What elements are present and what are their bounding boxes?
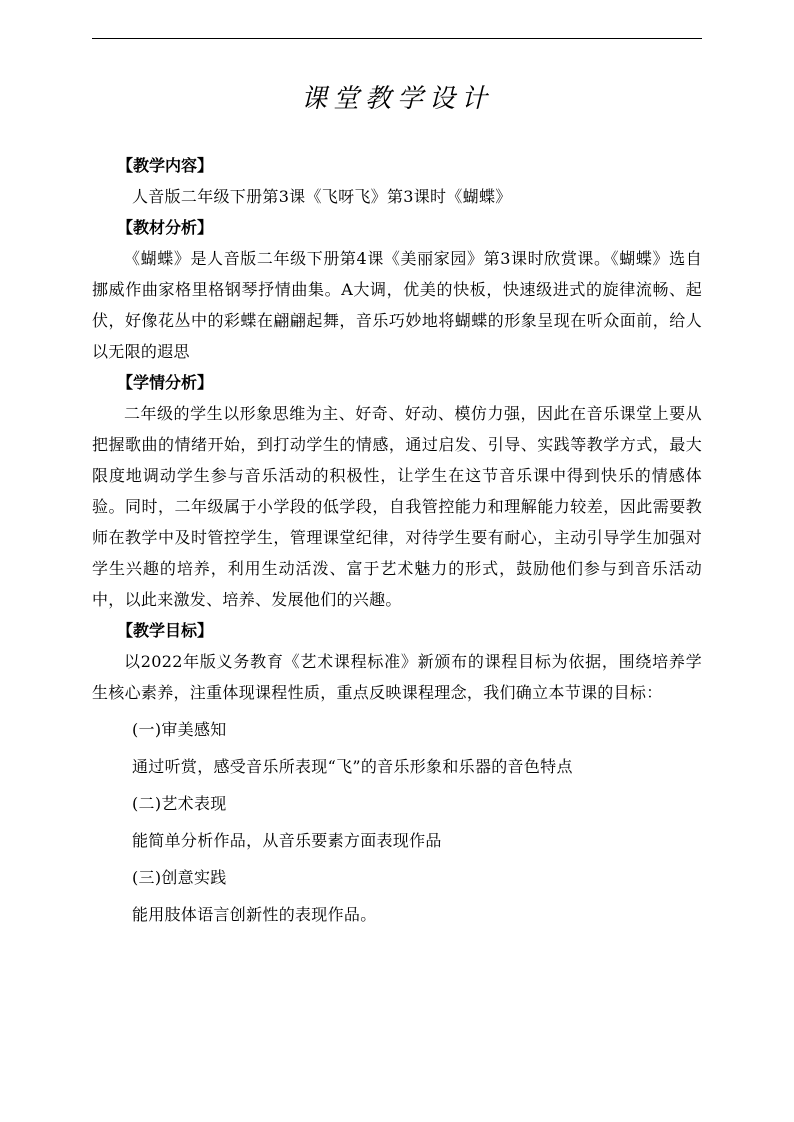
document-body: [92, 150, 702, 930]
section-heading-material: 【教材分析】: [117, 218, 214, 237]
goal-text-expression: 能简单分析作品，从音乐要素方面表现作品: [132, 831, 442, 850]
goal-text-creative: 能用肢体语言创新性的表现作品。: [132, 905, 377, 924]
goal-label-expression: (二)艺术表现: [132, 794, 227, 813]
learners-paragraph: 二年级的学生以形象思维为主、好奇、好动、模仿力强，因此在音乐课堂上要从把握歌曲的情绪开始，到打动学生的情感，通过启发、引导、实践等教学方式，最大限度地调动学生参与音乐活动的积极性，让学生在这节音乐课中得到快乐的情感体验。同时，二年级属于小学段的低学段，自我管控能力和理解能力较差，因此需要教师在教学中及时管控学生，管理课堂纪律，对待学生要有耐心，主动引导学生加强对学生兴趣的培养，利用生动活泼、富于艺术魅力的形式，鼓励他们参与到音乐活动中，以此来激发、培养、发展他们的兴趣。: [92, 404, 702, 609]
section-heading-learners: 【学情分析】: [117, 373, 214, 392]
goal-text-aesthetic: 通过听赏，感受音乐所表现“飞”的音乐形象和乐器的音色特点: [132, 757, 573, 776]
header-rule: [92, 38, 702, 39]
goal-label-aesthetic: (一)审美感知: [132, 720, 227, 739]
goal-label-creative: (三)创意实践: [132, 868, 227, 887]
section-heading-goals: 【教学目标】: [117, 621, 214, 640]
content-text: 人音版二年级下册第3课《飞呀飞》第3课时《蝴蝶》: [132, 187, 512, 206]
page-title: 课堂教学设计: [300, 84, 493, 114]
goals-intro-paragraph: 以2022年版义务教育《艺术课程标准》新颁布的课程目标为依据，围绕培养学生核心素养，注重体现课程性质，重点反映课程理念，我们确立本节课的目标：: [92, 652, 702, 702]
material-paragraph: 《蝴蝶》是人音版二年级下册第4课《美丽家园》第3课时欣赏课。《蝴蝶》选自挪威作曲家格里格钢琴抒情曲集。A大调，优美的快板，快速级进式的旋律流畅、起伏，好像花丛中的彩蝶在翩翩起舞，音乐巧妙地将蝴蝶的形象呈现在听众面前，给人以无限的遐思: [92, 249, 702, 361]
section-heading-content: 【教学内容】: [117, 156, 214, 175]
